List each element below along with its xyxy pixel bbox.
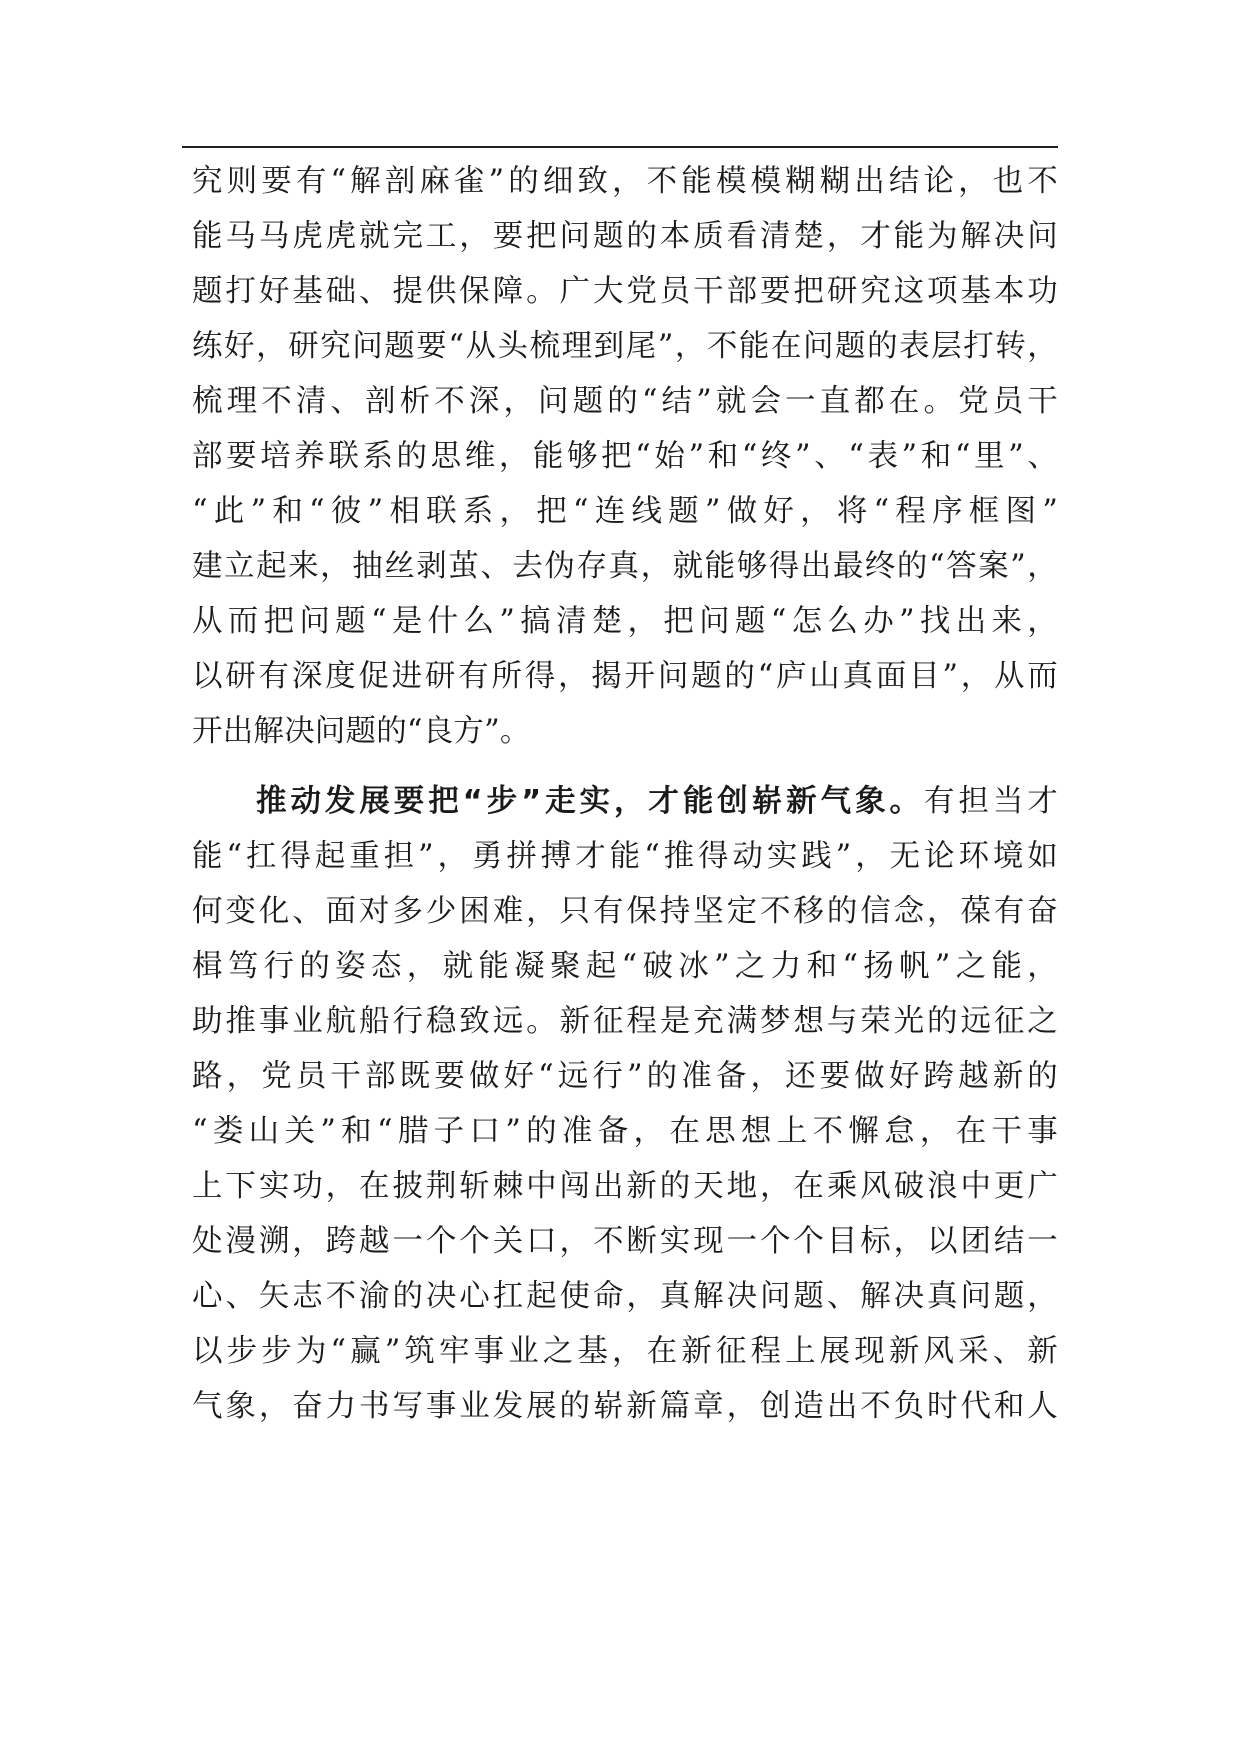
- paragraph-line: 梳理不清、剖析不深，问题的“结”就会一直都在。党员干: [192, 384, 1058, 419]
- paragraph-line: “此”和“彼”相联系，把“连线题”做好，将“程序框图”: [192, 494, 1058, 529]
- paragraph-line: 部要培养联系的思维，能够把“始”和“终”、“表”和“里”、: [192, 439, 1058, 474]
- paragraph-line: 从而把问题“是什么”搞清楚，把问题“怎么办”找出来，: [192, 604, 1058, 639]
- paragraph-line: 能“扛得起重担”，勇拼搏才能“推得动实践”，无论环境如: [192, 839, 1058, 874]
- paragraph-line: 开出解决问题的“良方”。: [192, 714, 531, 749]
- paragraph-heading: 推动发展要把“步”走实，才能创崭新气象。: [256, 784, 924, 819]
- paragraph-line: 以研有深度促进研有所得，揭开问题的“庐山真面目”，从而: [192, 659, 1058, 694]
- paragraph-line: 以步步为“赢”筑牢事业之基，在新征程上展现新风采、新: [192, 1334, 1058, 1369]
- paragraph-line: 究则要有“解剖麻雀”的细致，不能模模糊糊出结论，也不: [192, 164, 1058, 199]
- paragraph-line: 建立起来，抽丝剥茧、去伪存真，就能够得出最终的“答案”，: [192, 549, 1058, 584]
- paragraph-first-line: [256, 776, 1058, 828]
- header-rule: [182, 146, 1058, 148]
- paragraph-line: 气象，奋力书写事业发展的崭新篇章，创造出不负时代和人: [192, 1389, 1058, 1424]
- paragraph-line: 楫笃行的姿态，就能凝聚起“破冰”之力和“扬帆”之能，: [192, 949, 1058, 984]
- paragraph-line: 练好，研究问题要“从头梳理到尾”，不能在问题的表层打转，: [192, 329, 1058, 364]
- paragraph-line: 何变化、面对多少困难，只有保持坚定不移的信念，葆有奋: [192, 894, 1058, 929]
- paragraph-line: 路，党员干部既要做好“远行”的准备，还要做好跨越新的: [192, 1059, 1058, 1094]
- paragraph-line: 助推事业航船行稳致远。新征程是充满梦想与荣光的远征之: [192, 1004, 1058, 1039]
- paragraph-line-rest: 有担当才: [923, 784, 1058, 819]
- paragraph-line: 上下实功，在披荆斩棘中闯出新的天地，在乘风破浪中更广: [192, 1169, 1058, 1204]
- paragraph-line: 处漫溯，跨越一个个关口，不断实现一个个目标，以团结一: [192, 1224, 1058, 1259]
- paragraph-line: “娄山关”和“腊子口”的准备，在思想上不懈怠，在干事: [192, 1114, 1058, 1149]
- paragraph-line: 能马马虎虎就完工，要把问题的本质看清楚，才能为解决问: [192, 219, 1058, 254]
- paragraph-line: 心、矢志不渝的决心扛起使命，真解决问题、解决真问题，: [192, 1279, 1058, 1314]
- paragraph-line: 题打好基础、提供保障。广大党员干部要把研究这项基本功: [192, 274, 1058, 309]
